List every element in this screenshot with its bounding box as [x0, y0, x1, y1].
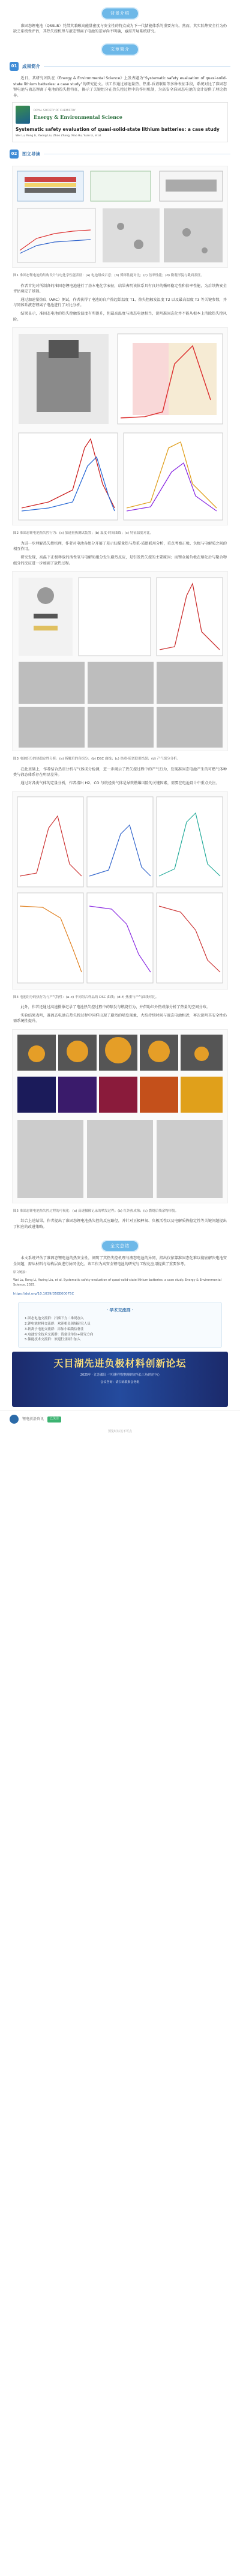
journal-publisher: ROYAL SOCIETY OF CHEMISTRY — [34, 109, 76, 112]
figure-5-caption: 图5 准固态锂电池热失控过程的可视化：(a) 高速摄像记录的喷发过程；(b) 红外热成像；(c) 燃烧后残余物形貌。 — [13, 1209, 179, 1213]
reference-label: 原文链接： — [13, 1270, 29, 1274]
reference-text: Wei Lu, Rong Li, Yaxing Liu, et al. Systematic safety evaluation of quasi-solid-state lithium batteries: a case study. Energy & Environmental Science, 2025. — [13, 1278, 222, 1287]
journal-card[interactable] — [12, 102, 228, 142]
section-pill-summary: 全文总结 — [102, 1241, 138, 1251]
body-5-paragraph-1: 综合上述结果，作者提出了准固态锂电池热失控的反应路径，并针对正极释氧、负极活性以及电解质热稳定性等关键问题提出了相应的改进策略。 — [13, 1219, 227, 1229]
subhead-1-number: 01 — [10, 62, 19, 71]
figure-3-graphic — [13, 572, 227, 751]
community-item: 1.固态电池交流群：扫描下方二维码加入 — [25, 1317, 84, 1321]
forum-banner[interactable] — [12, 1352, 228, 1407]
forum-banner-title: 天目湖先进负极材料创新论坛 — [53, 1358, 187, 1370]
community-item: 2.锂电池材料交流群：欢迎相关领域研究人员 — [25, 1322, 91, 1326]
community-item: 3.钠离子电池交流群：添加小编微信备注 — [25, 1327, 84, 1331]
body-3-paragraph-2: 通过对各类气体的定量分析，作者指出 H2、CO 与烷烃类气体是导致燃爆风险的关键因素，需要在电池设计中重点关注。 — [20, 781, 220, 785]
subhead-1-divider — [44, 66, 230, 67]
subhead-2-number: 02 — [10, 150, 19, 159]
article-intro-paragraph: 近日，某研究团队在《Energy & Environmental Science》上发表题为“Systematic safety evaluation of quasi-solid-state lithium batteries: a case study”的研究论文。该工作通过加速量热、热重-质谱联用等多种表征手段，系统对比了准固态锂电池与液态锂离子电池的热失控特征，揭示了关键组分在热失控过程中的作用机制，为高安全准固态电池的设计提供了理论指导。 — [13, 76, 227, 98]
subhead-1-title: 成果简介 — [22, 63, 40, 69]
community-box — [18, 1302, 222, 1348]
follow-status-badge[interactable]: 已关注 — [47, 1416, 61, 1423]
body-1-paragraph-3: 结果显示，准固态电池的热失控触发温度有所提升，但最高温度与液态电池相当，说明准固态化并不能从根本上消除热失控风险。 — [13, 312, 227, 322]
doi-link[interactable]: https://doi.org/10.1039/D5EE00075C — [13, 1292, 74, 1296]
community-item: 5.储能技术交流群：欢迎行业同仁加入 — [25, 1338, 81, 1342]
figure-2 — [12, 327, 228, 525]
subhead-2 — [0, 146, 240, 162]
section-header-background — [0, 0, 240, 22]
figure-5-graphic — [13, 1030, 227, 1203]
journal-name: Energy & Environmental Science — [34, 113, 122, 120]
figure-3-caption: 图3 电池组分的热稳定性分析：(a) 拆解后的各组分；(b) DSC 曲线；(c) 热重-质谱联用结果；(d) 产气组分分析。 — [13, 757, 181, 761]
section-header-summary — [0, 1238, 240, 1255]
body-2-paragraph-2: 研究发现，高温下正极释放的活性氧与电解质组分发生剧烈反应，是引发热失控的主要原因；而锂金属负极在熔化后与聚合物组分的反应进一步加剧了放热过程。 — [13, 555, 227, 566]
community-title: · 学术交流群 · — [106, 1308, 134, 1313]
section-header-intro — [0, 41, 240, 58]
journal-header — [16, 106, 224, 124]
forum-banner-subtitle: 2025年 · 江苏溧阳 · 中国科学院物理研究所长三角研究中心 — [80, 1373, 160, 1377]
body-2-paragraph-1: 为进一步理解热失控机理，作者对电池各组分开展了差示扫描量热与热重-质谱联用分析，重点考察正极、负极与电解质之间的相互作用。 — [13, 541, 227, 552]
section-pill-intro: 文章简介 — [102, 44, 138, 55]
subhead-1 — [0, 58, 240, 74]
figure-4-graphic — [13, 792, 227, 989]
figure-2-graphic — [13, 328, 227, 525]
intro-paragraph: 准固态锂电池（QSSLB）凭借其兼顾高能量密度与安全性的特点成为下一代储能体系的重要方向。然而，其实际热安全行为仍缺乏系统性评估，其热失控机理与液态锂离子电池的差异尚不明确，亟需开展系统研究。 — [13, 23, 227, 34]
figure-3 — [12, 571, 228, 751]
forum-banner-contact: 会议咨询：请扫码联系会务组 — [100, 1380, 140, 1384]
figure-4 — [12, 791, 228, 990]
preview-note: 预览时标签不可点 — [107, 1430, 132, 1434]
account-avatar — [10, 1415, 19, 1424]
subhead-2-title: 图文导读 — [22, 151, 40, 157]
figure-4-caption: 图4 电池组分的热行为与产气特性：(a–c) 不同组合样品的 DSC 曲线；(d–f) 热重与产气曲线对比。 — [13, 995, 159, 999]
journal-cover-image — [16, 106, 30, 124]
paper-authors: Wei Lu, Rong Li, Yaxing Liu, Zhao Zhang, Xiao Hu, Yuan Li, et al. — [16, 135, 102, 138]
body-4-paragraph-1: 此外，作者还通过高速摄像记录了电池热失控过程中的喷发与燃烧行为，并借助红外热成像分析了热量的空间分布。 — [20, 1005, 210, 1010]
paper-title: Systematic safety evaluation of quasi-solid-state lithium batteries: a case study — [16, 127, 220, 133]
community-item: 4.电池安全技术交流群：请备注单位+研究方向 — [25, 1332, 94, 1337]
body-3-paragraph-1: 在此基础上，作者结合热重分析与气体成分检测，进一步揭示了热失控过程中的产气行为，发现准固态电池产生的可燃气体种类与液态体系存在明显差异。 — [13, 767, 227, 778]
body-1-paragraph-1: 作者首先对所制备的准固态锂电池进行了基本电化学表征，结果表明该体系具有良好的循环稳定性和倍率性能，为后续热安全评估奠定了基础。 — [13, 283, 227, 294]
figure-1-graphic — [13, 166, 227, 267]
body-4-paragraph-2: 实验结果表明，准固态电池在热失控过程中同样出现了剧烈的喷发现象，火焰持续时间与液态电池相近，再次说明其安全性仍需系统性提升。 — [13, 1013, 227, 1024]
figure-5 — [12, 1029, 228, 1203]
summary-paragraph: 本文系统评估了准固态锂电池的热安全性，阐明了其热失控机理与液态电池的异同，指出仅依靠准固态化难以彻底解决电池安全问题，需从材料与结构层面进行协同优化。该工作为高安全锂电池的研究与工程化应用提供了重要参考。 — [13, 1256, 227, 1267]
figure-2-caption: 图2 准固态锂电池热失控行为：(a) 加速量热测试装置；(b) 温度-时间曲线；(c) 特征温度对比。 — [13, 531, 154, 536]
body-1-paragraph-2: 通过加速量热仪（ARC）测试，作者获得了电池的自产热起始温度 T1、热失控触发温度 T2 以及最高温度 T3 等关键参数，并与同体系液态锂离子电池进行了对比分析。 — [13, 297, 227, 308]
section-pill-background: 背景介绍 — [102, 8, 138, 19]
account-name: 锂电前沿资讯 — [22, 1417, 44, 1422]
journal-meta — [34, 109, 122, 121]
account-footer[interactable] — [0, 1410, 240, 1427]
figure-1-caption: 图1 准固态锂电池的结构设计与电化学性能表征：(a) 电池组成示意；(b) 循环性能对比；(c) 倍率性能；(d) 微观形貌与截面表征。 — [13, 274, 204, 278]
figure-1 — [12, 166, 228, 268]
